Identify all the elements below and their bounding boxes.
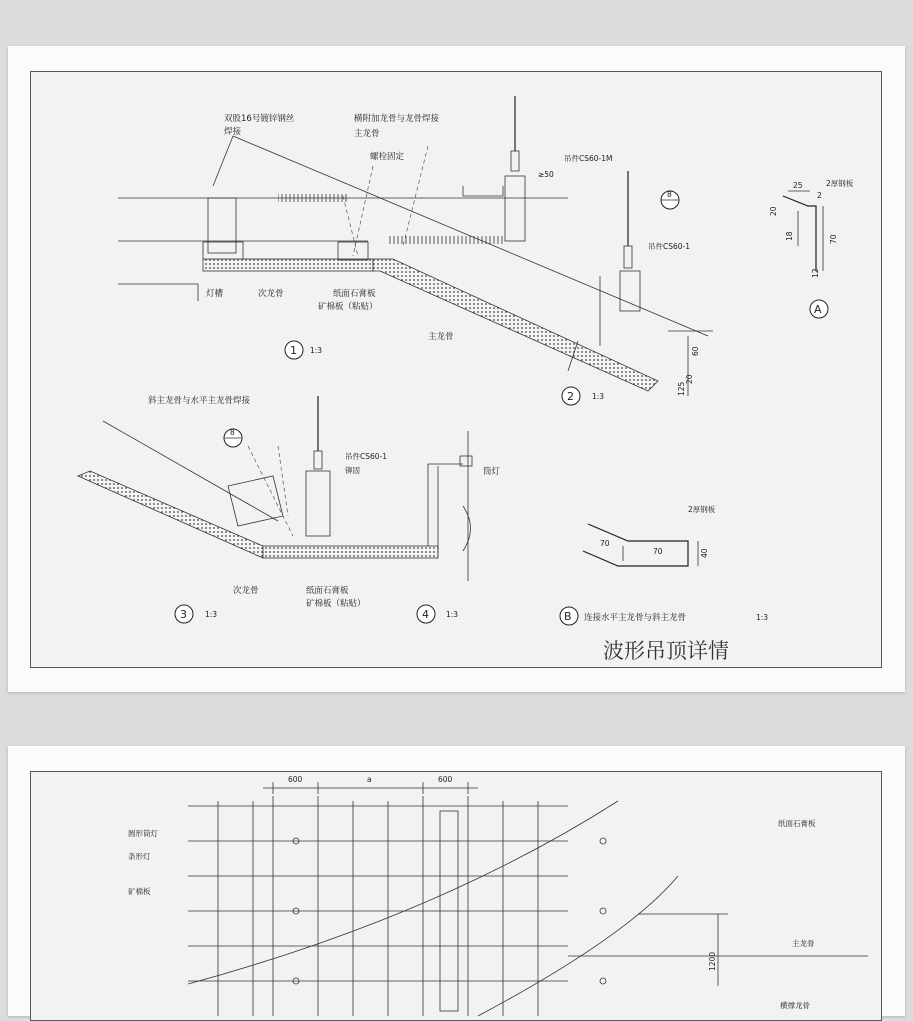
dim-2-20: 20 [685,374,694,384]
plan-label-mineral: 矿棉板 [128,887,151,896]
detail-2-id: 2 [567,390,574,403]
detail-3-scale: 1:3 [205,610,218,619]
plan-dim-1200: 1200 [708,951,717,971]
detail-4-id: 4 [422,608,429,621]
label-mineral-board: 矿棉板（粘贴） [318,302,378,312]
detail-2-scale: 1:3 [592,392,605,401]
detail-4-scale: 1:3 [446,610,459,619]
detail-3-id: 3 [180,608,187,621]
dim-B-70-a: 70 [600,539,610,548]
detail-4-geometry [428,431,472,581]
label-gypsum-board-3: 纸面石膏板 [306,586,349,596]
dim-A-12: 12 [811,268,820,278]
detail-2-marker [562,387,604,405]
detail-1-marker [285,341,322,359]
label-downlight: 筒灯 [483,467,501,477]
label-slope-weld: 斜主龙骨与水平主龙骨焊接 [148,396,251,406]
label-hanger-1-right: 吊件CS60-1 [648,242,691,251]
drawing-title: 波形吊顶详情 [603,639,729,663]
label-wire: 双股16号镀锌钢丝 [224,114,295,124]
detail-1-scale: 1:3 [310,346,323,355]
plan-label-round-light: 圆形筒灯 [128,829,158,838]
drawing-sheet-1 [8,46,905,692]
plan-grid [188,796,868,1016]
detail-B-scale: 1:3 [756,613,769,622]
label-bolt-fix: 螺栓固定 [370,152,405,162]
label-steel-plate-B: 2厚钢板 [688,505,716,514]
plan-label-cross-joist: 横撑龙骨 [780,1001,810,1010]
plan-dim-600-right: 600 [438,775,453,784]
label-hanger-1-left: 吊件CS60-1 [345,452,388,461]
label-rivet: 铆固 [345,466,360,475]
detail-B-marker [560,607,768,625]
label-secondary-joist: 次龙骨 [258,289,284,299]
label-secondary-joist-3: 次龙骨 [233,586,259,596]
plan-dim-600-left: 600 [288,775,303,784]
dim-A-70: 70 [829,234,838,244]
label-main-joist-top: 主龙骨 [354,129,380,139]
plan-label-gypsum: 纸面石膏板 [778,819,816,828]
detail-B-caption: 连接水平主龙骨与斜主龙骨 [584,613,687,623]
callout-8-left: 8 [230,428,235,437]
detail-3-marker [175,605,217,623]
plan-label-strip-light: 条形灯 [128,852,151,861]
dim-B-70-b: 70 [653,547,663,556]
detail-4-marker [417,605,458,623]
drawing-sheet-2 [8,746,905,1016]
label-mineral-board-3: 矿棉板（粘贴） [306,599,366,609]
detail-1-id: 1 [290,344,297,357]
detail-A-id: A [814,303,822,316]
label-main-joist-mid: 主龙骨 [428,332,454,342]
dim-50: ≥50 [538,170,554,179]
dim-A-20: 20 [769,206,778,216]
dim-A-25: 25 [793,181,803,190]
callout-8-right: 8 [667,190,672,199]
detail-1-geometry [118,96,708,391]
dim-A-2: 2 [817,191,822,200]
dim-B-40: 40 [700,548,709,558]
label-hanger-1m: 吊件CS60-1M [564,154,613,163]
dim-2-60: 60 [691,346,700,356]
detail-B-id: B [564,610,572,623]
detail-3-geometry [78,396,438,558]
label-cross-weld: 横附加龙骨与龙骨焊接 [354,114,440,124]
plan-dim-a: a [367,775,372,784]
label-steel-plate-A: 2厚钢板 [826,179,854,188]
label-gypsum-board: 纸面石膏板 [333,289,376,299]
label-light-slot: 灯槽 [206,289,224,299]
ceiling-plan-drawing [8,746,905,1016]
ceiling-detail-drawing [8,46,905,692]
dim-A-18: 18 [785,231,794,241]
detail-A-geometry [783,191,828,318]
dim-2-125: 125 [677,381,686,396]
label-weld: 焊接 [224,127,242,137]
plan-label-main-joist: 主龙骨 [792,939,815,948]
